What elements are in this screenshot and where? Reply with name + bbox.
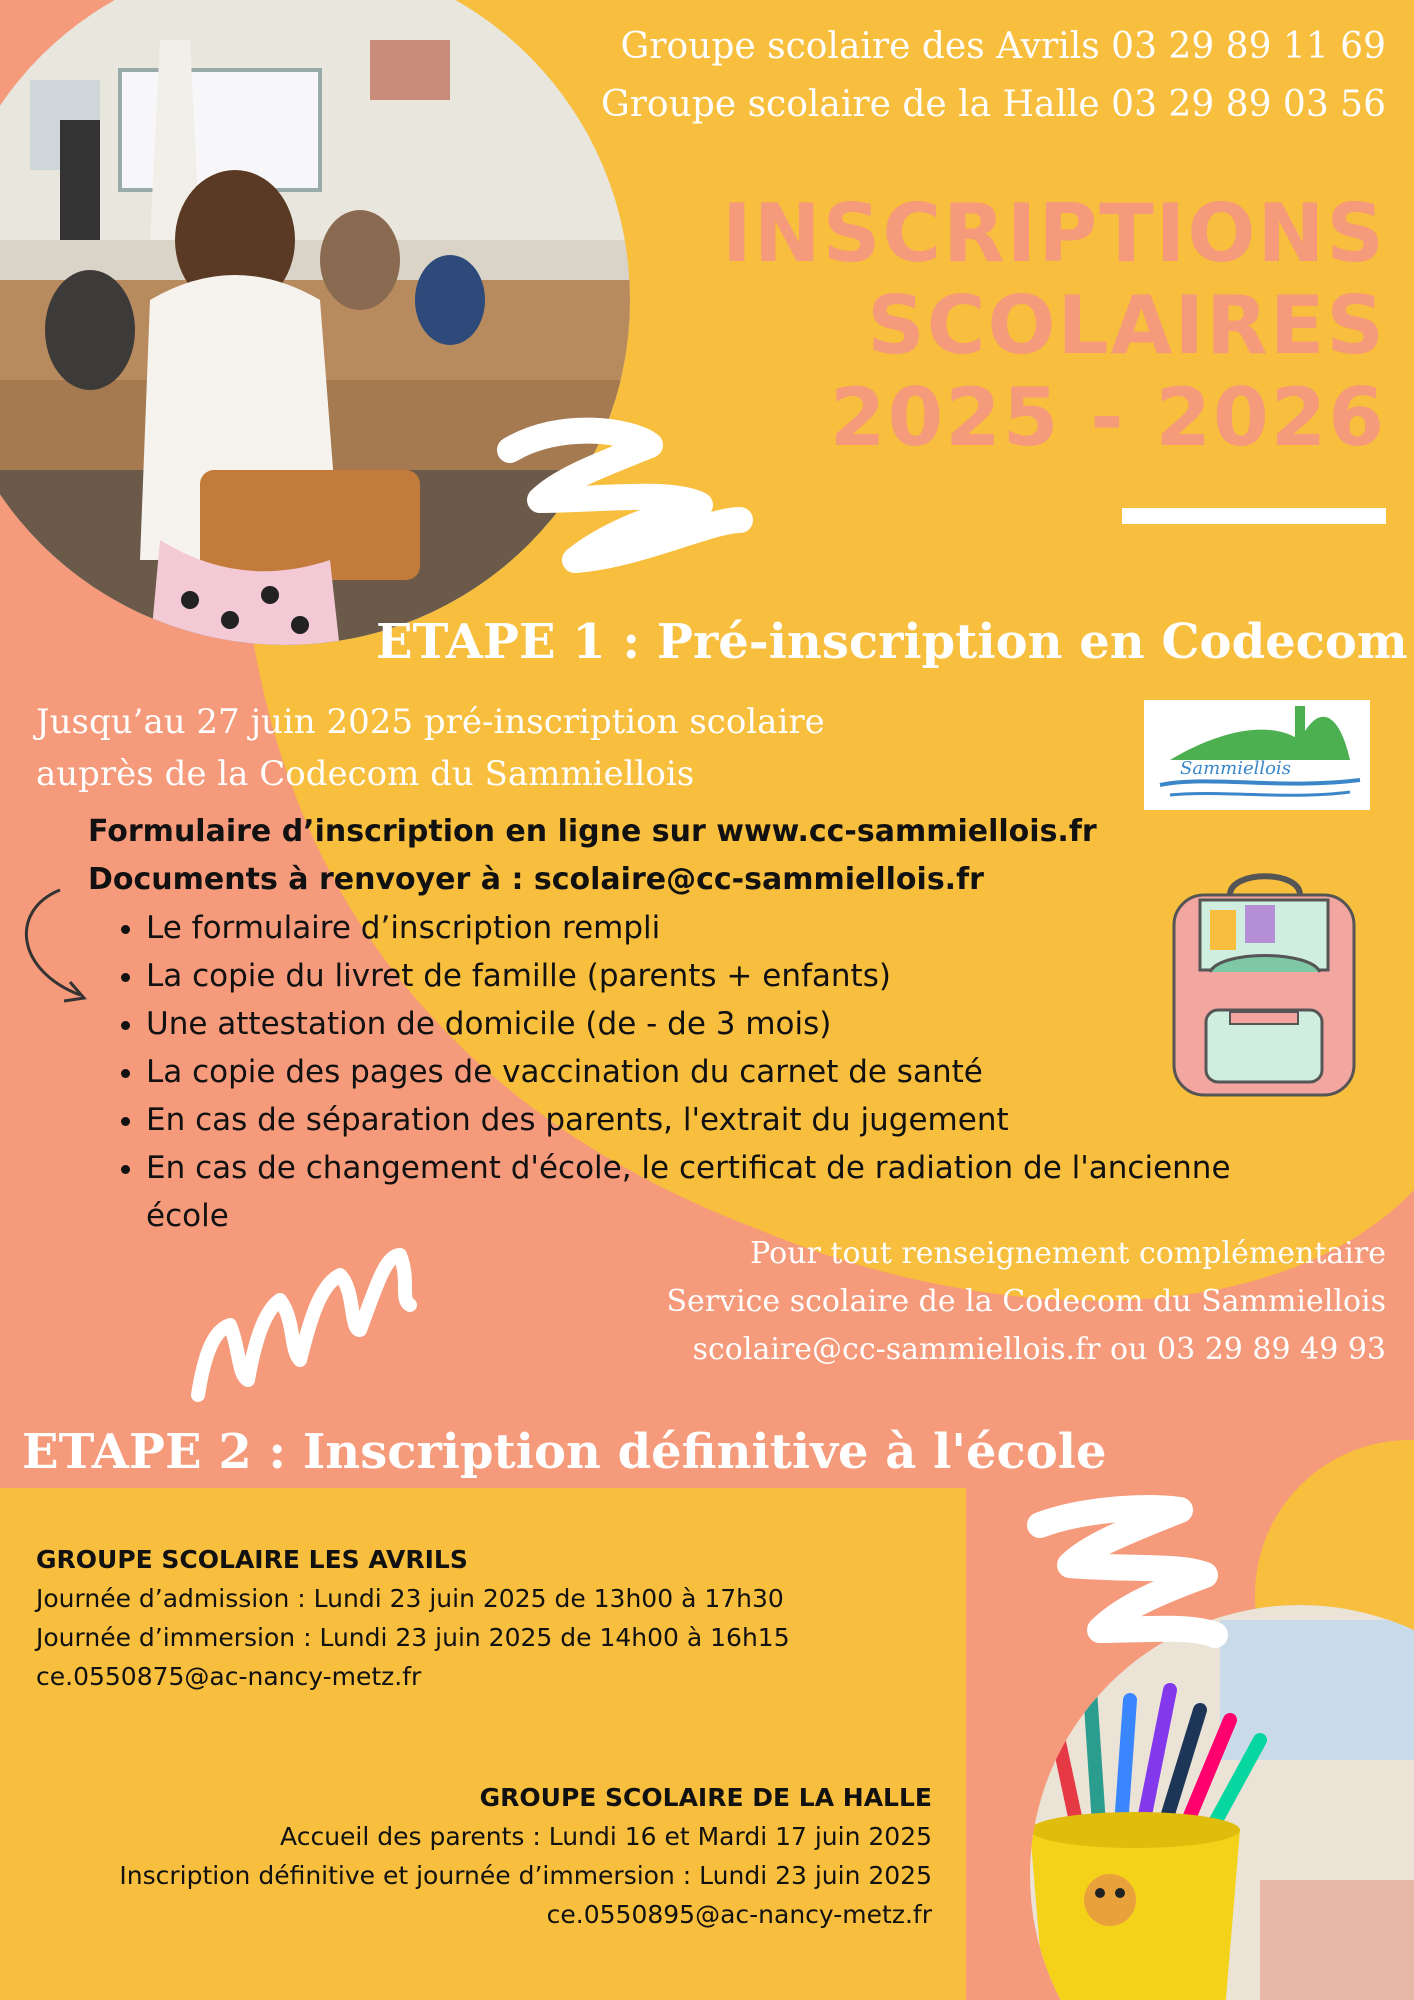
contact-line-1: Pour tout renseignement complémentaire: [750, 1236, 1386, 1271]
list-item: • En cas de séparation des parents, l'extrait du jugement: [146, 1096, 1386, 1144]
contact-block: [666, 1230, 1386, 1374]
avrils-line-1: Journée d’admission : Lundi 23 juin 2025 de 13h00 à 17h30: [36, 1584, 784, 1613]
page-title: [722, 188, 1386, 464]
curved-arrow: [26, 890, 80, 995]
phone-list: [601, 18, 1386, 134]
phone-halle: Groupe scolaire de la Halle 03 29 89 03 56: [600, 84, 1386, 125]
halle-line-1: Accueil des parents : Lundi 16 et Mardi 17 juin 2025: [280, 1822, 932, 1851]
step1-intro: [36, 696, 825, 800]
step1-heading: ETAPE 1 : Pré-inscription en Codecom: [376, 614, 1408, 670]
school-avrils-name: GROUPE SCOLAIRE LES AVRILS: [36, 1545, 468, 1574]
list-item: • Une attestation de domicile (de - de 3 mois): [146, 1000, 1386, 1048]
step2-heading: ETAPE 2 : Inscription définitive à l'école: [22, 1424, 1107, 1480]
title-line-2: SCOLAIRES: [867, 279, 1386, 372]
list-item: • La copie des pages de vaccination du carnet de santé: [146, 1048, 1386, 1096]
documents-list: [100, 904, 1386, 1240]
documents-to-line: Documents à renvoyer à : scolaire@cc-sammiellois.fr: [88, 862, 984, 897]
contact-line-2: Service scolaire de la Codecom du Sammiellois: [666, 1284, 1386, 1319]
list-item: • La copie du livret de famille (parents + enfants): [146, 952, 1386, 1000]
avrils-email: ce.0550875@ac-nancy-metz.fr: [36, 1662, 422, 1691]
intro-line-1: Jusqu’au 27 juin 2025 pré-inscription scolaire: [36, 702, 825, 742]
halle-line-2: Inscription définitive et journée d’immersion : Lundi 23 juin 2025: [119, 1861, 932, 1890]
contact-line-3: scolaire@cc-sammiellois.fr ou 03 29 89 49 93: [692, 1332, 1386, 1367]
list-item: • En cas de changement d'école, le certificat de radiation de l'ancienne école: [146, 1144, 1316, 1240]
title-line-1: INSCRIPTIONS: [722, 187, 1386, 280]
school-halle-name: GROUPE SCOLAIRE DE LA HALLE: [479, 1783, 932, 1812]
sammiellois-logo-text: Sammiellois: [1180, 758, 1291, 779]
pencils-photo: [1020, 1600, 1414, 2000]
list-item: • Le formulaire d’inscription rempli: [146, 904, 1386, 952]
phone-avrils: Groupe scolaire des Avrils 03 29 89 11 69: [620, 26, 1386, 67]
intro-line-2: auprès de la Codecom du Sammiellois: [36, 754, 695, 794]
title-line-3: 2025 - 2026: [829, 371, 1386, 464]
squiggle-bottom: [1040, 1508, 1215, 1635]
squiggle-zigzag: [198, 1255, 410, 1395]
title-underline: [1122, 508, 1386, 524]
online-form-line: Formulaire d’inscription en ligne sur www.cc-sammiellois.fr: [88, 814, 1097, 849]
school-halle: [119, 1778, 932, 1934]
halle-email: ce.0550895@ac-nancy-metz.fr: [546, 1900, 932, 1929]
school-avrils: [36, 1540, 790, 1696]
avrils-line-2: Journée d’immersion : Lundi 23 juin 2025 de 14h00 à 16h15: [36, 1623, 790, 1652]
